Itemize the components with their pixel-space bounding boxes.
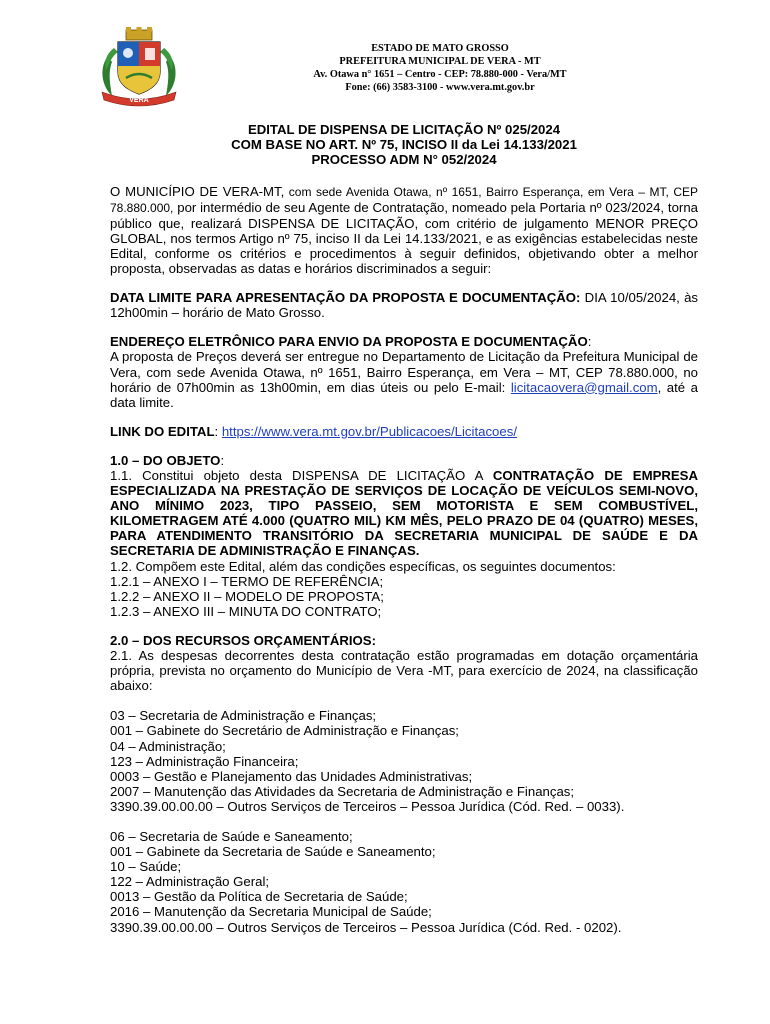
municipal-crest-logo xyxy=(96,26,182,108)
section-1-item-prefix: 1.1. Constitui objeto desta DISPENSA DE LICITAÇÃO A xyxy=(110,468,493,484)
crest-ribbon-text: VERA xyxy=(129,97,149,104)
title-line-2: COM BASE NO ART. Nº 75, INCISO II da Lei 14.133/2021 xyxy=(231,137,577,153)
electronic-address-paragraph xyxy=(110,334,698,409)
budget-group-1 xyxy=(110,708,698,814)
deadline-paragraph xyxy=(110,290,698,320)
budget-line: 3390.39.00.00.00 – Outros Serviços de Terceiros – Pessoa Jurídica (Cód. Red. - 0202). xyxy=(110,919,622,935)
letterhead-prefecture: PREFEITURA MUNICIPAL DE VERA - MT xyxy=(339,56,541,67)
section-1-heading-line xyxy=(110,453,698,468)
letterhead xyxy=(270,42,610,94)
section-2-heading: 2.0 – DOS RECURSOS ORÇAMENTÁRIOS: xyxy=(110,632,376,648)
intro-rest: por intermédio de seu Agente de Contratação, nomeado pela Portaria nº 023/2024, torna público que, realizará DISPENSA DE LICITAÇÃO, com critério de julgamento MENOR PREÇO GLOBAL, nos termos Artigo nº 75, inciso II da Lei 14.133/2021, e as exigências estabelecidas neste Edital, conforme os critérios e procedimentos à seguir definidos, objetivando obter a melhor proposta, observadas as datas e horários discriminados a seguir: xyxy=(110,199,698,277)
section-1-object: CONTRATAÇÃO DE EMPRESA ESPECIALIZADA NA PRESTAÇÃO DE SERVIÇOS DE LOCAÇÃO DE VEÍCULOS SEMI-NOVO, ANO MÍNIMO 2023, TIPO PASSEIO, SEM MOTORISTA E SEM COMBUSTÍVEL, KILOMETRAGEM ATÉ 4.000 (QUATRO MIL) KM MÊS, PELO PRAZO DE 04 (QUATRO) MESES, PARA ATENDIMENTO TRANSITÓRIO DA SECRETARIA MUNICIPAL DE SAÚDE E DA SECRETARIA DE ADMINISTRAÇÃO E FINANÇAS. xyxy=(110,468,699,559)
intro-address: com sede Avenida Otawa, nº 1651, Bairro Esperança, em Vera – MT, CEP 78.880.000, xyxy=(110,184,698,215)
budget-line: 0013 – Gestão da Política de Secretaria de Saúde; xyxy=(110,889,408,905)
section-2-text: 2.1. As despesas decorrentes desta contratação estão programadas em dotação orçamentária própria, prevista no orçamento do Município de Vera -MT, para exercício de 2024, na classificação abaixo: xyxy=(110,648,698,694)
letterhead-state: ESTADO DE MATO GROSSO xyxy=(371,43,509,54)
section-1-line: 1.2.1 – ANEXO I – TERMO DE REFERÊNCIA; xyxy=(110,573,384,589)
section-1-colon: : xyxy=(220,452,225,468)
budget-line: 3390.39.00.00.00 – Outros Serviços de Terceiros – Pessoa Jurídica (Cód. Red. – 0033). xyxy=(110,798,625,814)
edital-url-link[interactable]: https://www.vera.mt.gov.br/Publicacoes/Licitacoes/ xyxy=(221,423,517,439)
electronic-after: , até a data limite. xyxy=(110,379,698,410)
budget-line: 001 – Gabinete do Secretário de Administração e Finanças; xyxy=(110,723,459,739)
section-1-item-1-1 xyxy=(110,468,698,559)
link-label: LINK DO EDITAL xyxy=(110,423,215,439)
intro-paragraph xyxy=(110,184,698,277)
budget-group-2 xyxy=(110,829,698,935)
document-title xyxy=(110,122,698,168)
link-colon: : xyxy=(214,423,222,439)
budget-line: 001 – Gabinete da Secretaria de Saúde e Saneamento; xyxy=(110,844,436,860)
section-1-line: 1.2. Compõem este Edital, além das condições específicas, os seguintes documentos: xyxy=(110,558,616,574)
budget-line: 2016 – Manutenção da Secretaria Municipal de Saúde; xyxy=(110,904,432,920)
budget-line: 123 – Administração Financeira; xyxy=(110,753,299,769)
electronic-colon: : xyxy=(587,334,592,350)
budget-line: 10 – Saúde; xyxy=(110,859,182,875)
electronic-text: A proposta de Preços deverá ser entregue no Departamento de Licitação da Prefeitura Municipal de Vera, com sede Avenida Otawa, nº 1651, Bairro Esperança, em Vera – MT, CEP 78.880.000, no horário de 07h00min as 13h00min, em dias úteis ou pelo E-mail: xyxy=(110,349,698,395)
budget-line: 0003 – Gestão e Planejamento das Unidades Administrativas; xyxy=(110,768,473,784)
intro-lead: O MUNICÍPIO DE VERA-MT, xyxy=(110,183,285,199)
letterhead-contact: Fone: (66) 3583-3100 - www.vera.mt.gov.br xyxy=(345,82,535,93)
title-line-1: EDITAL DE DISPENSA DE LICITAÇÃO Nº 025/2024 xyxy=(247,122,561,137)
section-1-line: 1.2.2 – ANEXO II – MODELO DE PROPOSTA; xyxy=(110,588,384,604)
document-body xyxy=(110,122,698,935)
budget-line: 122 – Administração Geral; xyxy=(110,874,270,890)
deadline-text: DIA 10/05/2024, às 12h00min – horário de Mato Grosso. xyxy=(110,290,698,321)
link-paragraph xyxy=(110,424,698,439)
electronic-label: ENDEREÇO ELETRÔNICO PARA ENVIO DA PROPOSTA E DOCUMENTAÇÃO xyxy=(110,334,588,350)
section-1-heading: 1.0 – DO OBJETO xyxy=(110,452,221,468)
letterhead-address: Av. Otawa n° 1651 – Centro - CEP: 78.880-000 - Vera/MT xyxy=(313,69,567,80)
budget-line: 2007 – Manutenção das Atividades da Secretaria de Administração e Finanças; xyxy=(110,783,575,799)
email-link[interactable]: licitacaovera@gmail.com xyxy=(510,379,658,395)
title-line-3: PROCESSO ADM N° 052/2024 xyxy=(311,152,497,168)
budget-line: 06 – Secretaria de Saúde e Saneamento; xyxy=(110,828,353,844)
section-1-line: 1.2.3 – ANEXO III – MINUTA DO CONTRATO; xyxy=(110,603,382,619)
budget-line: 03 – Secretaria de Administração e Finanças; xyxy=(110,708,377,724)
budget-line: 04 – Administração; xyxy=(110,738,226,754)
deadline-label: DATA LIMITE PARA APRESENTAÇÃO DA PROPOSTA E DOCUMENTAÇÃO: xyxy=(110,290,581,306)
